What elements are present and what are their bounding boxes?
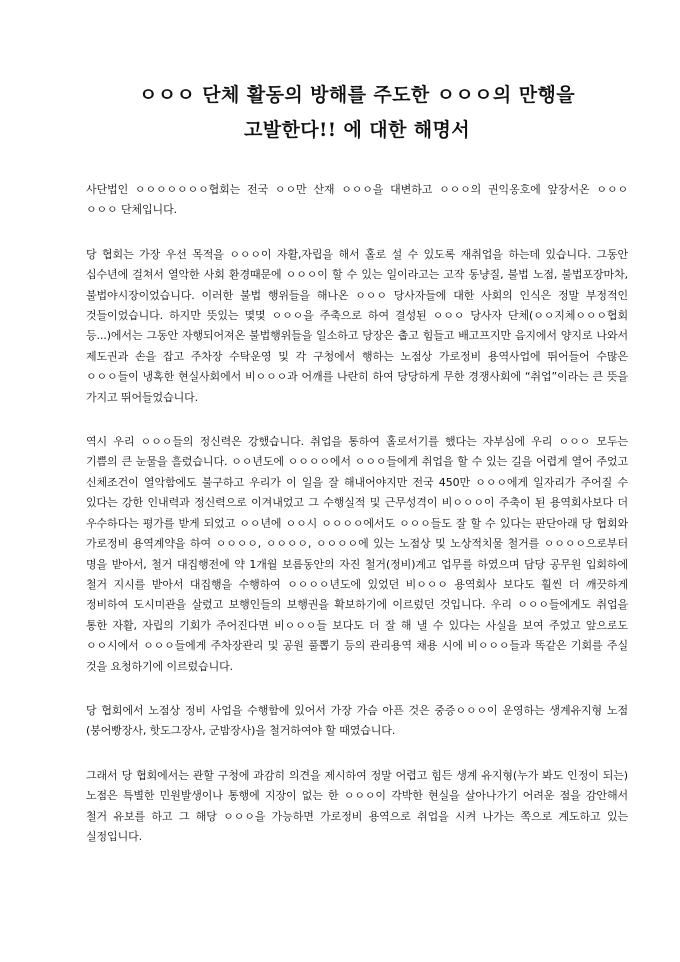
document-body xyxy=(86,180,628,847)
paragraph-purpose: 당 협회는 가장 우선 목적을 ㅇㅇㅇ이 자활,자립을 해서 홀로 설 수 있도록 재취업을 하는데 있습니다. 그동안 십수년에 걸쳐서 열악한 사회 환경때문에 ㅇㅇㅇ이 할 수 있는 일이라고는 고작 동냥질, 불법 노점, 불법포장마차, 불법야시장이었습니다. 이러한 불법 행위들을 해나온 ㅇㅇㅇ 당사자들에 대한 사회의 인식은 정말 부정적인 것들이었습니다. 하지만 뜻있는 몇몇 ㅇㅇㅇ을 주축으로 하여 결성된 ㅇㅇㅇ 당사자 단체(ㅇㅇ지체ㅇㅇㅇ협회 등...)에서는 그동안 자행되어져온 불법행위들을 일소하고 당장은 춥고 힘들고 배고프지만 음지에서 양지로 나와서 제도권과 손을 잡고 주차장 수탁운영 및 각 구청에서 행하는 노점상 가로정비 용역사업에 뛰어들어 수많은 ㅇㅇㅇ들이 냉혹한 현실사회에서 비ㅇㅇㅇ과 어깨를 나란히 하여 당당하게 무한 경쟁사회에 “취업”이라는 큰 뜻을 가지고 뛰어들었습니다. xyxy=(86,247,628,404)
paragraph-intro: 사단법인 ㅇㅇㅇㅇㅇㅇㅇ협회는 전국 ㅇㅇ만 산재 ㅇㅇㅇ을 대변하고 ㅇㅇㅇ의 권익옹호에 앞장서온 ㅇㅇㅇ ㅇㅇㅇ 단체입니다. xyxy=(86,183,628,217)
title-line-1: ㅇㅇㅇ 단체 활동의 방해를 주도한 ㅇㅇㅇ의 만행을 xyxy=(139,84,575,106)
paragraph-achievements: 역시 우리 ㅇㅇㅇ들의 정신력은 강했습니다. 취업을 통하여 홀로서기를 했다는 자부심에 우리 ㅇㅇㅇ 모두는 기쁨의 큰 눈물을 흘렸습니다. ㅇㅇ년도에 ㅇㅇㅇㅇ에서 ㅇㅇㅇ들에게 취업을 할 수 있는 길을 어렵게 열어 주었고 신체조건이 열악함에도 불구하고 우리가 이 일을 잘 해내어야지만 전국 450만 ㅇㅇㅇ에게 일자리가 주어질 수 있다는 강한 인내력과 정신력으로 이겨내었고 그 수행실적 및 근무성격이 비ㅇㅇㅇ이 주축이 된 용역회사보다 더 우수하다는 평가를 받게 되었고 ㅇㅇ년에 ㅇㅇ시 ㅇㅇㅇㅇ에서도 ㅇㅇㅇ들도 잘 할 수 있다는 판단아래 당 협회와 가로정비 용역계약을 하여 ㅇㅇㅇㅇ, ㅇㅇㅇㅇ, ㅇㅇㅇㅇ에 있는 노점상 및 노상적치물 철거를 ㅇㅇㅇㅇ으로부터 명을 받아서, 철거 대집행전에 약 1개월 보름동안의 자진 철거(정비)계고 업무를 하였으며 담당 공무원 입회하에 철거 지시를 받아서 대집행을 수행하여 ㅇㅇㅇㅇ년도에 있었던 비ㅇㅇㅇ 용역회사 보다도 훨씬 더 깨끗하게 정비하여 도시미관을 살렸고 보행인들의 보행권을 확보하기에 이르렀던 것입니다. 우리 ㅇㅇㅇ들에게도 취업을 통한 자활, 자립의 기회가 주어진다면 비ㅇㅇㅇ들 보다도 더 잘 해 낼 수 있다는 사실을 보여 주었고 앞으로도 ㅇㅇ시에서 ㅇㅇㅇ들에게 주차장관리 및 공원 풀뽑기 등의 관리용역 채용 시에 비ㅇㅇㅇ들과 똑같은 기회를 주실 것을 요청하기에 이르렀습니다. xyxy=(86,435,628,673)
document-title xyxy=(86,78,628,148)
paragraph-concern: 당 협회에서 노점상 정비 사업을 수행함에 있어서 가장 가슴 아픈 것은 중증ㅇㅇㅇ이 운영하는 생계유지형 노점(붕어빵장사, 핫도그장사, 군밤장사)을 철거하여야 할 때였습니다. xyxy=(86,703,628,738)
paragraph-policy: 그래서 당 협회에서는 관할 구청에 과감히 의견을 제시하여 정말 어렵고 힘든 생계 유지형(누가 봐도 인정이 되는) 노점은 특별한 민원발생이나 통행에 지장이 없는 한 ㅇㅇㅇ이 각박한 현실을 살아나가기 어려운 점을 감안해서 철거 유보를 하고 그 해당 ㅇㅇㅇ을 가능하면 가로정비 용역으로 취업을 시켜 나가는 쪽으로 계도하고 있는 실정입니다. xyxy=(86,768,628,843)
title-line-2: 고발한다!! 에 대한 해명서 xyxy=(243,119,471,141)
